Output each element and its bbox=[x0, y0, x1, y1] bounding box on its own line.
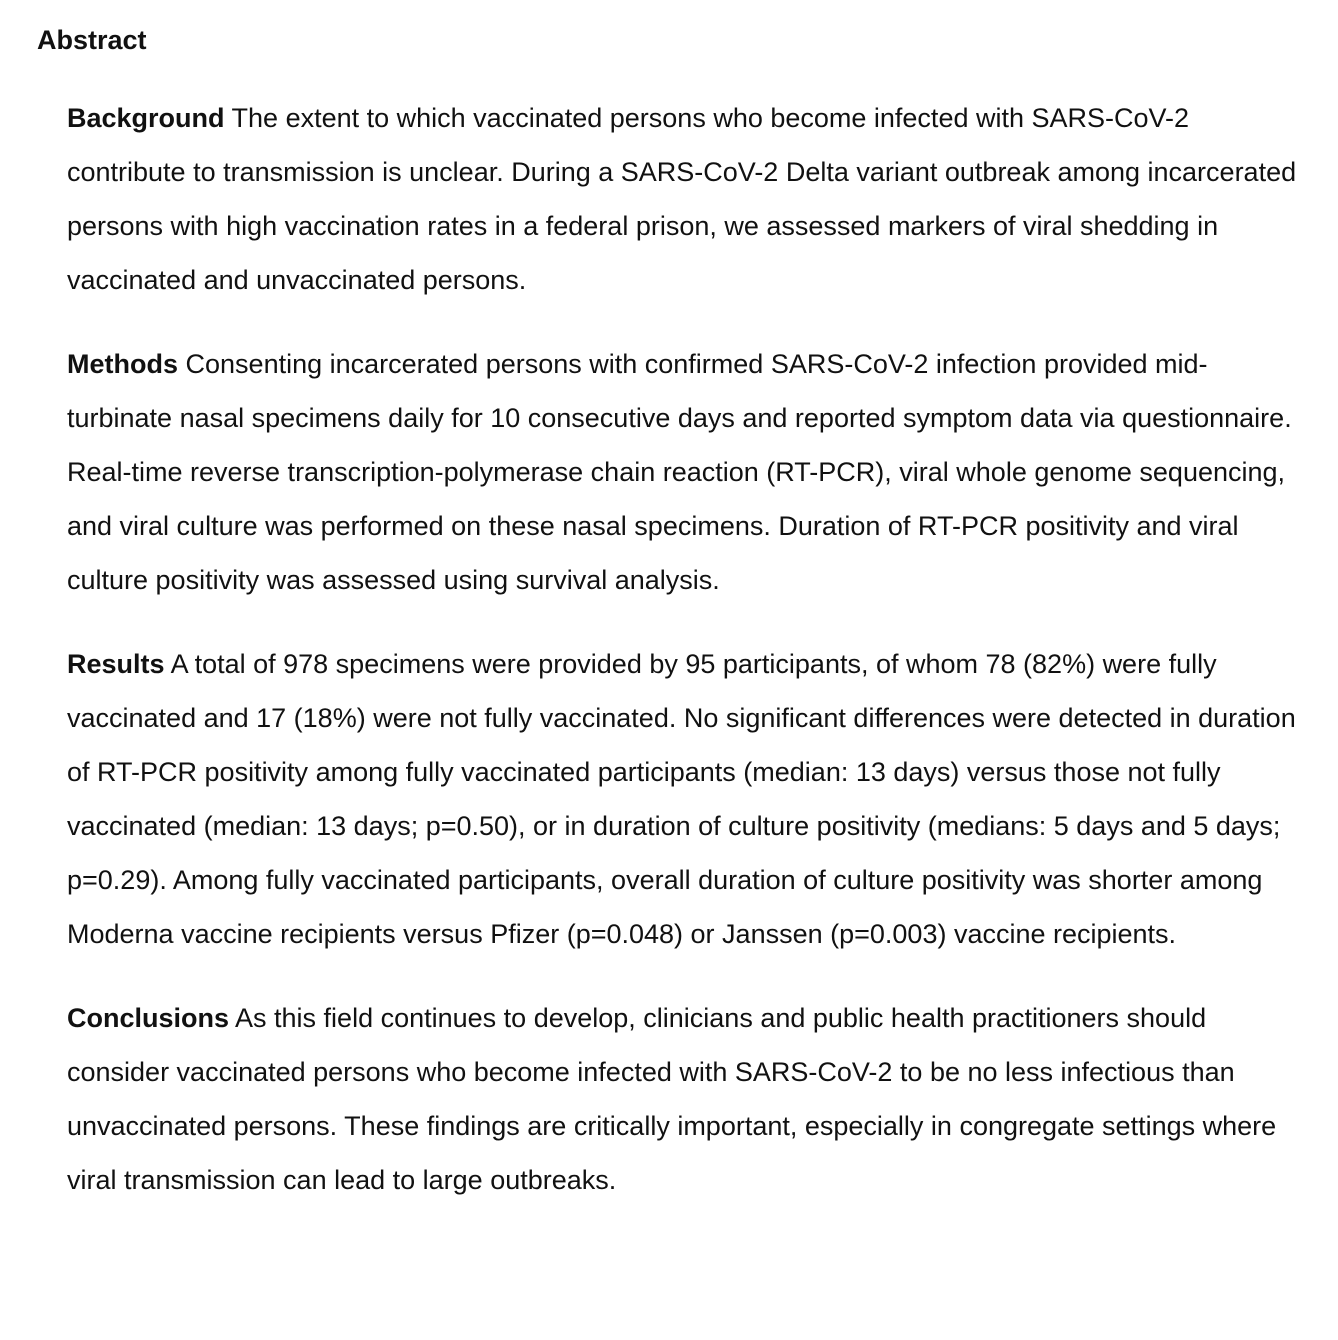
abstract-body bbox=[67, 91, 1307, 1237]
results-label: Results bbox=[67, 649, 165, 679]
background-section bbox=[67, 91, 1307, 307]
conclusions-section bbox=[67, 991, 1307, 1207]
abstract-heading: Abstract bbox=[37, 25, 147, 55]
conclusions-text: As this field continues to develop, clinicians and public health practitioners should consider vaccinated persons who become infected with SARS-CoV-2 to be no less infectious than unvaccinated persons. These findings are critically important, especially in congregate settings where viral transmission can lead to large outbreaks. bbox=[67, 1003, 1277, 1195]
background-label: Background bbox=[67, 103, 225, 133]
results-section bbox=[67, 637, 1307, 961]
results-text: A total of 978 specimens were provided by 95 participants, of whom 78 (82%) were fully vaccinated and 17 (18%) were not fully vaccinated. No significant differences were detected in duration of RT-PCR positivity among fully vaccinated participants (median: 13 days) versus those not fully vaccinated (median: 13 days; p=0.50), or in duration of culture positivity (medians: 5 days and 5 days; p=0.29). Among fully vaccinated participants, overall duration of culture positivity was shorter among Moderna vaccine recipients versus Pfizer (p=0.048) or Janssen (p=0.003) vaccine recipients. bbox=[67, 649, 1296, 949]
methods-text: Consenting incarcerated persons with confirmed SARS-CoV-2 infection provided mid-turbinate nasal specimens daily for 10 consecutive days and reported symptom data via questionnaire. Real-time reverse transcription-polymerase chain reaction (RT-PCR), viral whole genome sequencing, and viral culture was performed on these nasal specimens. Duration of RT-PCR positivity and viral culture positivity was assessed using survival analysis. bbox=[67, 349, 1292, 595]
methods-label: Methods bbox=[67, 349, 178, 379]
background-text: The extent to which vaccinated persons who become infected with SARS-CoV-2 contribute to transmission is unclear. During a SARS-CoV-2 Delta variant outbreak among incarcerated persons with high vaccination rates in a federal prison, we assessed markers of viral shedding in vaccinated and unvaccinated persons. bbox=[67, 103, 1297, 295]
methods-section bbox=[67, 337, 1307, 607]
conclusions-label: Conclusions bbox=[67, 1003, 230, 1033]
